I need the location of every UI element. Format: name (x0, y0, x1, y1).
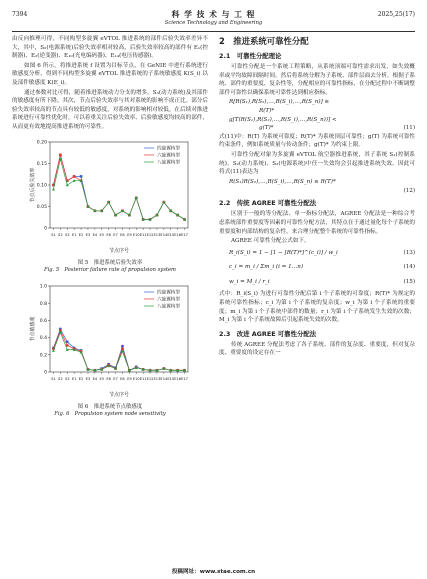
data-point (66, 183, 69, 186)
chart-fig5 (26, 136, 194, 256)
paragraph: 式(11)中：R(T) 为系统可靠度；R(T)* 为系统顶层可靠性；g(T) 为系统可靠性约束条件，例如系统质量与传动条件；g(T)* 为约束上限。 (219, 133, 415, 149)
x-axis-label: 节点序号 (108, 247, 130, 254)
figure-caption: 图 5 推进系统后验失效率 (77, 259, 143, 266)
equation-number: (14) (403, 264, 415, 271)
x-tick-label: E5 (99, 376, 105, 381)
x-tick-label: S1 (51, 232, 56, 237)
x-tick-label: E12 (146, 232, 154, 237)
legend-label: 四旋翼构型 (157, 290, 180, 296)
x-tick-label: E8 (120, 232, 125, 237)
x-tick-label: E1 (71, 376, 77, 381)
paragraph: 区别于一般的等分配法、单一指标分配法，AGREE 分配法是一种综合考虑系统部件重要度等因素的可靠性分配方法，其特点在于通过量化每个子系统的重要度和内部结构的复杂性，来合理分配整个系统的可靠性指标。 (219, 211, 415, 235)
y-tick-label: 0 (44, 370, 47, 376)
x-tick-label: E10 (132, 232, 140, 237)
x-tick-label: E6 (106, 376, 111, 381)
data-point (121, 344, 124, 347)
issue-label: 2025,25(17) (377, 11, 415, 18)
y-tick-label: 0 (44, 226, 47, 232)
figure-caption-en: Fig. 6 Propulsion system node sensitivity (54, 410, 166, 417)
footer-url: 投稿网址：www.stae.com.cn (171, 569, 256, 575)
paragraph: AGREE 可靠性分配公式如下。 (231, 238, 310, 245)
paragraph: 可靠性分配对象为多旋翼 eVTOL 航空器推进系统，其子系统 S₁(控制系统)、S₂(动力系统)、S₃(电源系统)中任一失效均会引起推进系统失效，因此可将式(11)表达为 (219, 151, 415, 176)
figure-5 (26, 136, 208, 258)
x-tick-label: S3 (64, 232, 70, 237)
paragraph: 式中：R_i(S_i) 为进行可靠性分配后第 i 个子系统的可靠度；R(T)* 为规定的系统可靠性指标；c_i 为第 i 个子系统的复杂度；w_i 为第 i 个子系统的重要度；m_i 为第 i 个子系统中部件的数量；r_i 为第 i 个子系统发生失效的次数；M_i 为第 i 个子系统故障后引起系统失效的次数。 (219, 291, 415, 324)
x-tick-label: S3 (64, 376, 70, 381)
x-tick-label: E12 (146, 376, 154, 381)
x-tick-label: E4 (92, 232, 98, 237)
data-point (73, 175, 76, 178)
right-column (219, 35, 415, 359)
equation-line: g[T(R(S₁),R(S₂),…,R(S_i),…,R(S_n))] < (229, 116, 337, 123)
x-tick-label: E11 (139, 376, 147, 381)
paragraph: 如图 6 所示，将推进系统 f 设置为目标节点，在 GeNIE 中进行系统进行敏感度分析，得到不同构型多旋翼 eVTOL 推进系统的子系统敏感度 K(S_i) 以及部件敏感度 K(E_i)。 (12, 62, 208, 86)
x-tick-label: E9 (127, 232, 132, 237)
y-tick-label: 0.6 (39, 318, 47, 324)
y-tick-label: 1.0 (39, 284, 47, 290)
x-tick-label: E2 (78, 232, 84, 237)
equation-body: R(S₁)R(S₂),…,R(S_i),…,R(S_n) ≥ R(T)* (229, 178, 336, 185)
x-tick-label: E4 (92, 376, 98, 381)
equation-number: (11) (403, 125, 415, 132)
x-tick-label: E13 (153, 376, 161, 381)
equation-line: R[R(S₁),R(S₂),…,R(S_i),…,R(S_n)] ≥ (229, 99, 330, 106)
series-line (53, 159, 184, 219)
legend-label: 四旋翼构型 (157, 146, 180, 152)
equation-body: w_i = M_i / r_i (229, 278, 270, 285)
y-tick-label: 0.2 (39, 352, 47, 358)
x-tick-label: E11 (139, 232, 147, 237)
equation-15 (219, 278, 415, 287)
y-tick-label: 0.20 (36, 140, 47, 146)
x-tick-label: E8 (120, 376, 125, 381)
legend-label: 八旋翼构型 (157, 160, 180, 166)
equation-13 (219, 249, 415, 258)
journal-title-en: Science Technology and Engineering (164, 20, 263, 26)
x-tick-label: E10 (132, 376, 140, 381)
equation-11 (219, 98, 415, 132)
equation-body: R_i(S_i) = 1 − [1 − [R(T)*]^(c_i)] / w_i (229, 249, 338, 256)
x-tick-label: E15 (167, 232, 175, 237)
y-axis-label: 节点敏感度 (30, 316, 36, 342)
chart-fig6 (26, 280, 194, 400)
x-tick-label: S2 (58, 232, 63, 237)
equation-line: R(T)* (259, 107, 275, 114)
journal-title: 科 学 技 术 与 工 程 (171, 10, 256, 19)
x-tick-label: E6 (106, 232, 111, 237)
x-tick-label: S1 (51, 376, 56, 381)
y-tick-label: 0.8 (39, 301, 47, 307)
legend-label: 六旋翼构型 (157, 297, 180, 303)
x-tick-label: E9 (127, 376, 132, 381)
x-tick-label: E3 (85, 232, 91, 237)
subsection-heading: 2.3 改进 AGREE 可靠性分配法 (219, 329, 317, 338)
x-tick-label: E7 (113, 376, 118, 381)
x-axis-label: 节点序号 (108, 391, 130, 398)
paragraph: 通过参数对比可得，随着推进系统动力分支的增多，S₃(动力系统)及其部件的敏感度有所下降。其次，节点后验失效率与其对系统的影响不成正比。部分后验失效率较高的节点具有较低的敏感度，对系统的影响相对较低。在后续对推进系统进行可靠性优化时，可以着重关注后验失效率、后验敏感度均较高的部件，从而更有效地提高推进系统的可靠性。 (12, 89, 208, 130)
paragraph: 由反向推理可得，不同构型多旋翼 eVTOL 推进系统的部件后验失效率差异不大，其中，S₂(电源系统)后验失效率相对较高，后验失效率较高的部件有 E₁(控制器)、E₂(逆变器)、E₁₀(光电编码器)、E₁₄(电压传感器)。 (12, 36, 208, 60)
equation-14 (219, 263, 415, 272)
x-tick-label: E13 (153, 232, 161, 237)
data-point (80, 175, 83, 178)
equation-number: (13) (403, 249, 415, 256)
x-tick-label: E7 (113, 232, 118, 237)
y-tick-label: 0.05 (36, 204, 47, 210)
legend-label: 六旋翼构型 (157, 153, 180, 159)
y-axis-label: 节点后验失效率 (30, 167, 36, 203)
data-point (59, 153, 62, 156)
page-header (12, 9, 415, 32)
data-point (52, 187, 55, 190)
page-number: 7394 (12, 11, 28, 18)
equation-body: c_i = m_i / Σm_i (i = 1…n) (229, 264, 304, 271)
paragraph: 可靠性分配是一个系统工程策略，从系统顶端可靠性需求出发，如失效概率或平均故障间隔时间。然后将系统分解为子系统、部件层面去分析。根据子系统、部件的重要度、复杂性等，分配相应的可靠性指标，在分配过程中不断调整部件可靠性以确保系统可靠性达到相应指标。 (219, 64, 415, 96)
y-tick-label: 0.4 (39, 335, 47, 341)
x-tick-label: E17 (181, 232, 188, 237)
subsection-heading: 2.1 可靠性分配理论 (219, 52, 282, 60)
x-tick-label: E3 (85, 376, 91, 381)
figure-6 (26, 280, 208, 402)
x-tick-label: E16 (174, 376, 182, 381)
equation-line: g(T)* (259, 125, 274, 132)
x-tick-label: E16 (174, 232, 182, 237)
y-tick-label: 0.15 (36, 161, 47, 167)
figure-caption: 图 6 推进系统节点敏感度 (77, 403, 143, 410)
equation-number: (15) (403, 278, 415, 285)
x-tick-label: E1 (71, 232, 77, 237)
equation-number: (12) (403, 187, 415, 194)
x-tick-label: E17 (181, 376, 188, 381)
series-line (53, 332, 184, 370)
subsection-heading: 2.2 传统 AGREE 可靠性分配法 (219, 199, 317, 208)
x-tick-label: E14 (160, 376, 168, 381)
figure-caption-en: Fig. 5 Posterior failure rate of propulsion system (44, 266, 176, 273)
y-tick-label: 0.10 (36, 183, 47, 189)
legend-label: 八旋翼构型 (157, 304, 180, 310)
x-tick-label: E5 (99, 232, 105, 237)
x-tick-label: S2 (58, 376, 63, 381)
paragraph: 传统 AGREE 分配法考虑了各子系统、部件的复杂度、重要度，但对复杂度、重要度的设定存在一 (219, 341, 415, 357)
equation-12 (219, 178, 415, 194)
x-tick-label: E14 (160, 232, 168, 237)
x-tick-label: E15 (167, 376, 175, 381)
section-heading: 2 推进系统可靠性分配 (219, 36, 309, 46)
x-tick-label: E2 (78, 376, 84, 381)
left-column (12, 35, 208, 418)
